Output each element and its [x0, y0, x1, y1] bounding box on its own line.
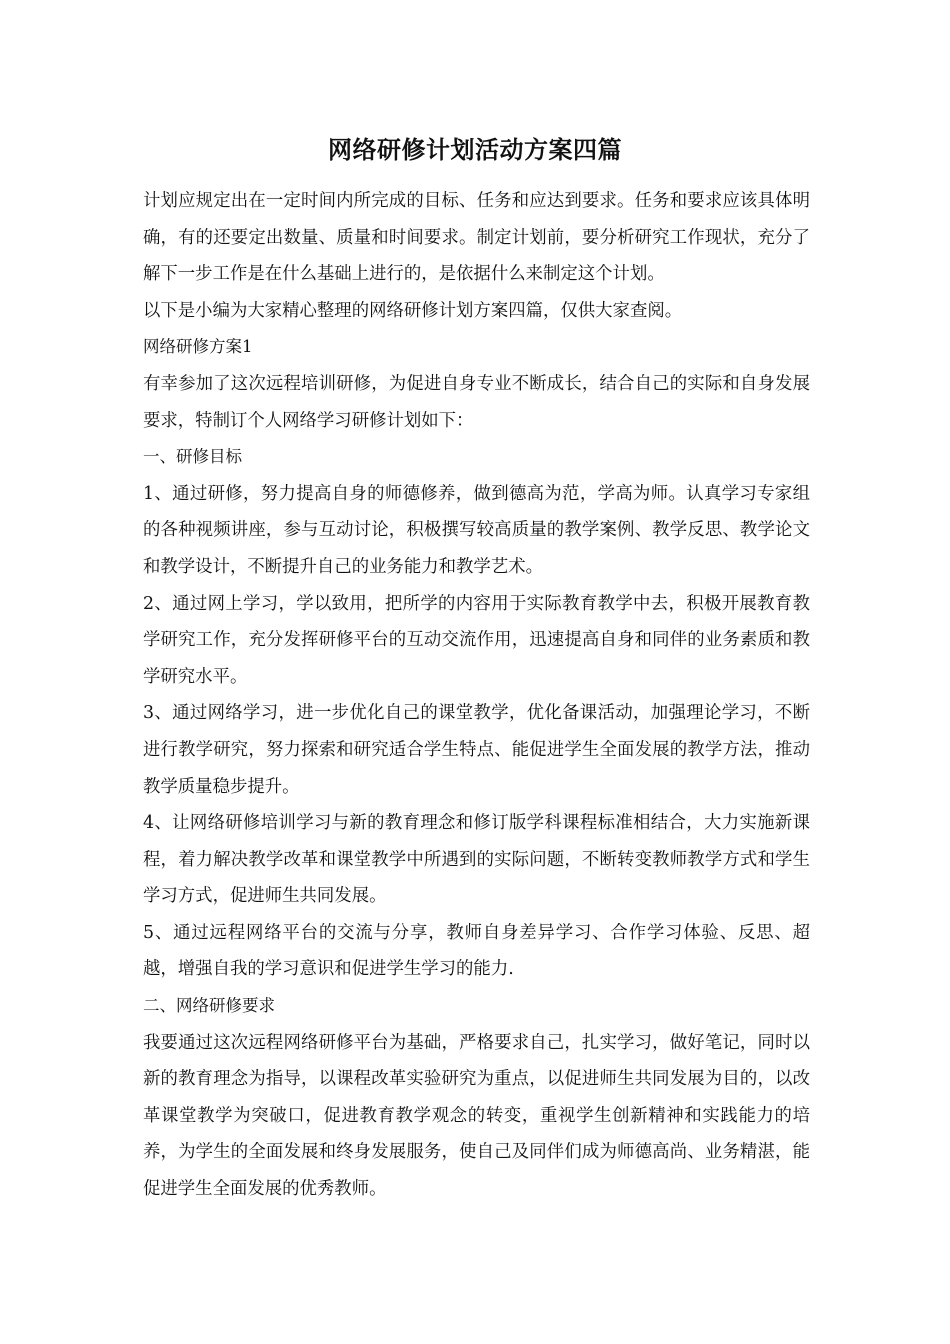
goal-item-4: 4、让网络研修培训学习与新的教育理念和修订版学科课程标准相结合，大力实施新课程，着力解决教学改革和课堂教学中所遇到的实际问题，不断转变教师教学方式和学生学习方式，促进师生共同发展。 [143, 813, 810, 907]
document-body [143, 183, 810, 1208]
plan-1-intro-paragraph: 有幸参加了这次远程培训研修，为促进自身专业不断成长，结合自己的实际和自身发展要求，特制订个人网络学习研修计划如下： [143, 373, 810, 431]
goal-item-1: 1、通过研修，努力提高自身的师德修养，做到德高为范，学高为师。认真学习专家组的各种视频讲座，参与互动讨论，积极撰写较高质量的教学案例、教学反思、教学论文和教学设计，不断提升自己的业务能力和教学艺术。 [143, 483, 810, 577]
section-requirements-heading: 二、网络研修要求 [143, 996, 275, 1016]
goal-item-5: 5、通过远程网络平台的交流与分享，教师自身差异学习、合作学习体验、反思、超越，增强自我的学习意识和促进学生学习的能力. [143, 922, 810, 980]
requirements-paragraph: 我要通过这次远程网络研修平台为基础，严格要求自己，扎实学习，做好笔记，同时以新的教育理念为指导，以课程改革实验研究为重点，以促进师生共同发展为目的，以改革课堂教学为突破口，促进教育教学观念的转变，重视学生创新精神和实践能力的培养，为学生的全面发展和终身发展服务，使自己及同伴们成为师德高尚、业务精湛，能促进学生全面发展的优秀教师。 [143, 1032, 810, 1200]
goal-item-2: 2、通过网上学习，学以致用，把所学的内容用于实际教育教学中去，积极开展教育教学研究工作，充分发挥研修平台的互动交流作用，迅速提高自身和同伴的业务素质和教学研究水平。 [143, 593, 810, 687]
goal-item-3: 3、通过网络学习，进一步优化自己的课堂教学，优化备课活动，加强理论学习，不断进行教学研究，努力探索和研究适合学生特点、能促进学生全面发展的教学方法，推动教学质量稳步提升。 [143, 703, 810, 797]
intro-paragraph: 计划应规定出在一定时间内所完成的目标、任务和应达到要求。任务和要求应该具体明确，有的还要定出数量、质量和时间要求。制定计划前，要分析研究工作现状，充分了解下一步工作是在什么基础上进行的，是依据什么来制定这个计划。 [143, 191, 810, 285]
plan-1-heading: 网络研修方案1 [143, 337, 253, 357]
document-title: 网络研修计划活动方案四篇 [328, 135, 622, 164]
intro-note-paragraph: 以下是小编为大家精心整理的网络研修计划方案四篇，仅供大家查阅。 [143, 300, 683, 321]
section-goals-heading: 一、研修目标 [143, 447, 242, 467]
